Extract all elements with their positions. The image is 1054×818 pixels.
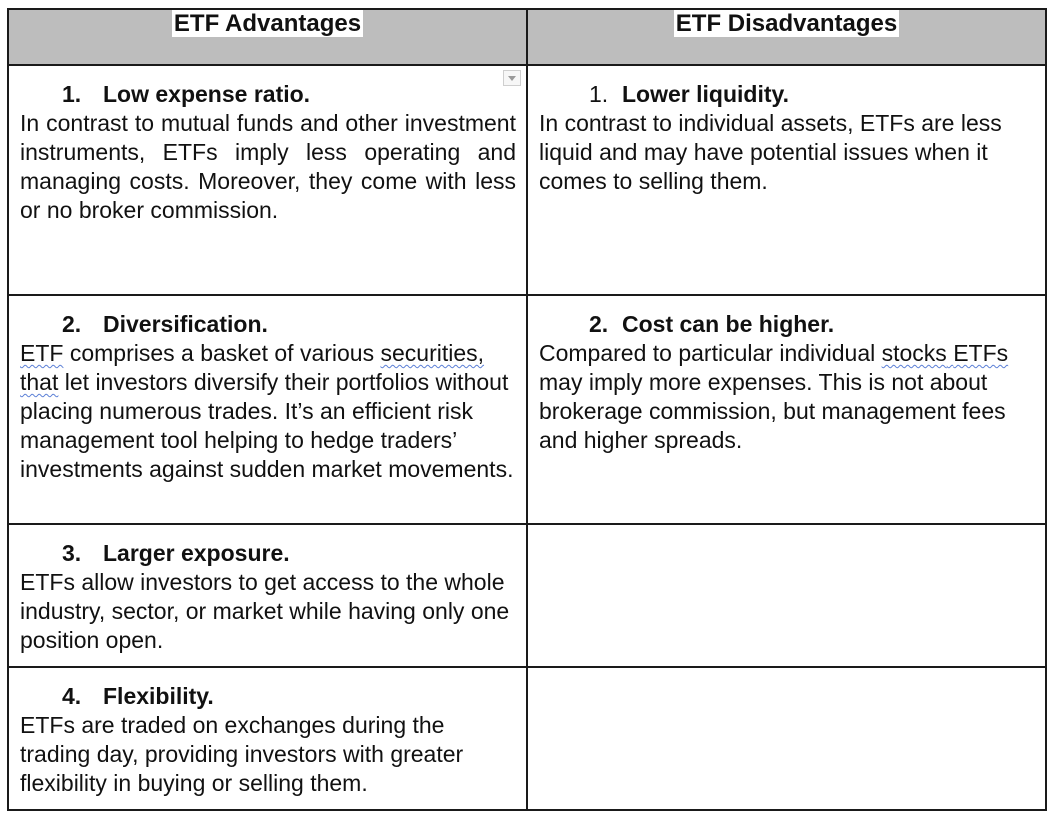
spellcheck-underline[interactable]: ETFs (953, 340, 1009, 366)
disadvantage-body-1: In contrast to individual assets, ETFs are less liquid and may have potential issues when it comes to selling them. (539, 110, 1002, 194)
advantages-header-label: ETF Advantages (173, 10, 362, 37)
header-row (8, 9, 1046, 65)
table-row (8, 524, 1046, 667)
advantage-title-3: 3. Larger exposure. (62, 540, 290, 566)
advantage-cell-1[interactable] (8, 65, 527, 295)
table-row (8, 65, 1046, 295)
advantage-title-4: 4. Flexibility. (62, 683, 214, 709)
etf-comparison-table (7, 8, 1047, 811)
disadvantage-cell-1[interactable] (527, 65, 1046, 295)
advantage-cell-3[interactable] (8, 524, 527, 667)
disadvantage-cell-2[interactable] (527, 295, 1046, 524)
disadvantage-cell-4-empty[interactable] (527, 667, 1046, 810)
advantage-title-1: 1. Low expense ratio. (62, 81, 311, 107)
disadvantages-header-label: ETF Disadvantages (675, 10, 898, 37)
advantage-body-1: In contrast to mutual funds and other investment instruments, ETFs imply less operating and managing costs. Moreover, they come with less or no broker commission. (20, 110, 516, 223)
advantage-cell-2[interactable] (8, 295, 527, 524)
advantage-body-2: ETF comprises a basket of various securities, that let investors diversify their portfolios without placing numerous trades. It’s an efficient risk management tool helping to hedge traders’ investments against sudden market movements. (20, 340, 514, 482)
grammar-underline[interactable]: securities, that (20, 340, 485, 395)
table-row (8, 295, 1046, 524)
disadvantage-title-1: 1. Lower liquidity. (589, 81, 789, 107)
disadvantages-header[interactable] (527, 9, 1046, 65)
dropdown-arrow-icon[interactable] (503, 70, 521, 86)
table-row (8, 667, 1046, 810)
advantage-cell-4[interactable] (8, 667, 527, 810)
spellcheck-underline[interactable]: ETF (20, 340, 64, 366)
grammar-underline[interactable]: stocks (881, 340, 947, 366)
advantage-body-4: ETFs are traded on exchanges during the trading day, providing investors with greater flexibility in buying or selling them. (20, 712, 464, 796)
advantage-body-3: ETFs allow investors to get access to the whole industry, sector, or market while having only one position open. (20, 569, 510, 653)
disadvantage-title-2: 2. Cost can be higher. (589, 311, 835, 337)
disadvantage-body-2: Compared to particular individual stocks ETFs may imply more expenses. This is not about brokerage commission, but management fees and higher spreads. (539, 340, 1009, 453)
advantage-title-2: 2. Diversification. (62, 311, 268, 337)
disadvantage-cell-3-empty[interactable] (527, 524, 1046, 667)
advantages-header[interactable] (8, 9, 527, 65)
